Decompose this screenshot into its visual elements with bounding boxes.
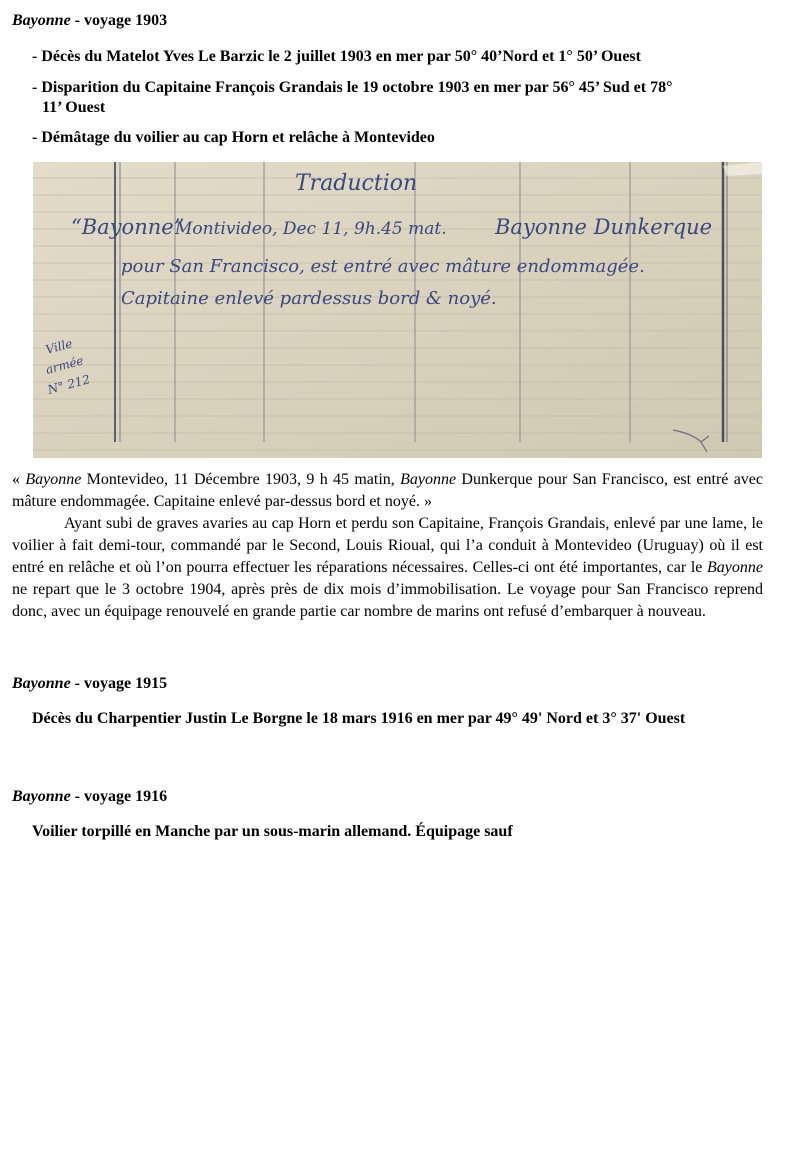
ship-name: Bayonne: [12, 788, 71, 805]
archival-document-image: [33, 162, 762, 458]
event-item: Décès du Charpentier Justin Le Borgne le 18 mars 1916 en mer par 49° 49' Nord et 3° 37' Ouest: [32, 710, 686, 727]
ship-name: Bayonne: [12, 12, 71, 29]
event-item: - Démâtage du voilier au cap Horn et relâche à Montevideo: [32, 129, 435, 146]
event-item: [32, 78, 767, 118]
translation-segment: Montevideo, 11 Décembre 1903, 9 h 45 matin,: [81, 471, 401, 488]
ship-name: Bayonne: [400, 471, 457, 488]
ship-name: Bayonne: [12, 675, 71, 692]
margin-note: Ville: [44, 336, 74, 357]
event-item-line2: 11’ Ouest: [42, 99, 106, 116]
event-item-line1: - Disparition du Capitaine François Grandais le 19 octobre 1903 en mer par 56° 45’ Sud et 78°: [32, 79, 673, 96]
ship-name: Bayonne: [707, 559, 763, 576]
document-line: pour San Francisco, est entré avec mâture endommagée.: [121, 256, 645, 277]
event-item: Voilier torpillé en Manche par un sous-marin allemand. Équipage sauf: [32, 823, 513, 840]
voyage-label: - voyage 1903: [70, 12, 168, 29]
section-heading-1915: [12, 675, 167, 693]
paragraph-segment: ne repart que le 3 octobre 1904, après près de dix mois d’immobilisation. Le voyage pour San Francisco reprend donc, avec un équipage renouvelé en grande partie car nombre de marins ont refusé d’embarquer à nouveau.: [12, 581, 763, 620]
ship-name: Bayonne: [25, 471, 82, 488]
margin-note: N° 212: [46, 372, 92, 397]
translation-text: [12, 469, 763, 513]
section-heading-1916: [12, 788, 167, 806]
section-heading-1903: [12, 12, 167, 30]
quote-mark: «: [12, 471, 26, 488]
translation-segment: Dunkerque pour San Francisco, est entré avec mâture endommagée. Capitaine enlevé par-dessus bord et noyé. »: [12, 471, 764, 510]
narrative-paragraph: [12, 513, 763, 623]
document-line: Capitaine enlevé pardessus bord & noyé.: [121, 288, 497, 309]
document-line: Montivideo, Dec 11, 9h.45 mat.: [175, 219, 447, 239]
event-item: - Décès du Matelot Yves Le Barzic le 2 juillet 1903 en mer par 50° 40’Nord et 1° 50’ Ouest: [32, 48, 641, 65]
voyage-label: - voyage 1916: [70, 788, 168, 805]
document-header: Traduction: [295, 171, 418, 196]
document-scan: [33, 162, 762, 458]
paragraph-segment: Ayant subi de graves avaries au cap Horn et perdu son Capitaine, François Grandais, enlevé par une lame, le voilier à fait demi-tour, commandé par le Second, Louis Rioual, qui l’a conduit à Montevideo (Uruguay) où il est entré en relâche et où l’on pourra effectuer les réparations nécessaires. Celles-ci ont été importantes, car le: [12, 515, 763, 576]
voyage-label: - voyage 1915: [70, 675, 168, 692]
document-line: Bayonne Dunkerque: [495, 215, 713, 239]
margin-note: armée: [44, 353, 85, 377]
document-line: “Bayonne”: [71, 215, 185, 239]
